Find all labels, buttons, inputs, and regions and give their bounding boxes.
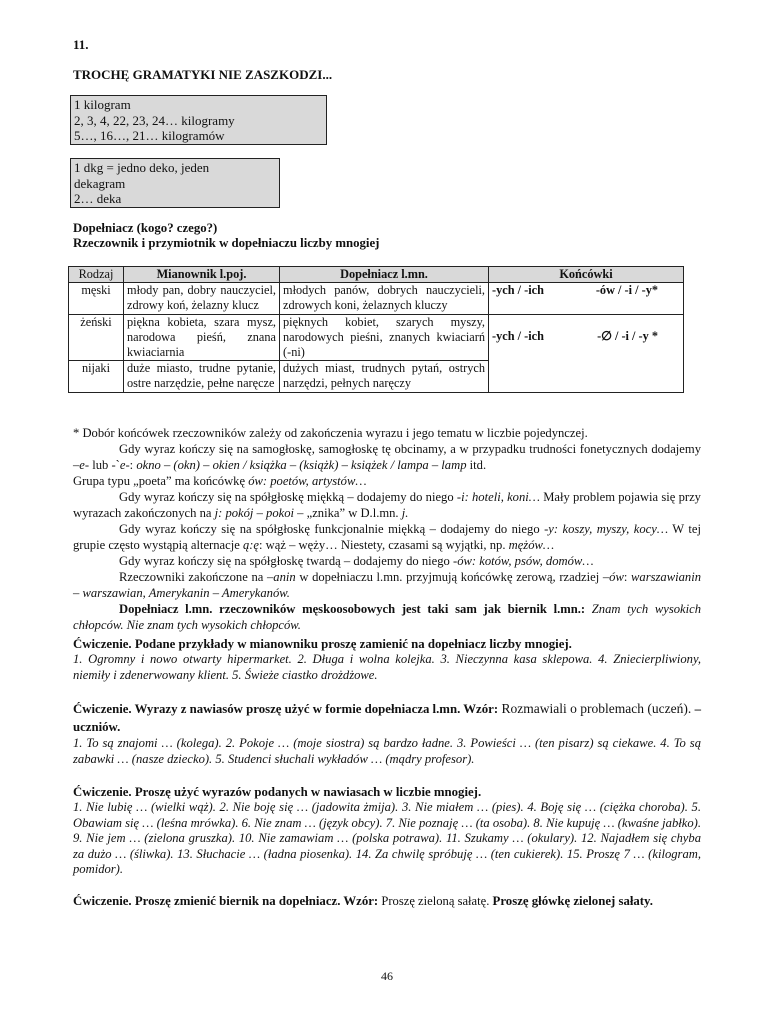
box-line: 1 dkg = jedno deko, jeden: [74, 160, 210, 175]
kilogram-box: [70, 95, 327, 145]
exercise-heading: Ćwiczenie. Proszę zmienić biernik na dopełniacz. Wzór: Proszę zieloną sałatę. Proszę główkę zielonej sałaty.: [73, 894, 653, 908]
adjective-ending: -ych / -ich: [492, 328, 544, 343]
note-paragraph: Gdy wyraz kończy się na spółgłoskę funkcjonalnie miękką – dodajemy do niego -y: koszy, myszy, kocy… W tej grupie często wystąpią alternacje ą:ę: wąż – węży… Niestety, czasami są wyjątki, np. mężów…: [73, 522, 701, 552]
gender-cell: nijaki: [69, 361, 124, 392]
exercise-3: [73, 785, 701, 878]
column-header: Mianownik l.poj.: [124, 267, 280, 283]
box-line: 5…, 16…, 21… kilogramów: [74, 128, 225, 143]
section-heading: Dopełniacz (kogo? czego?): [73, 221, 218, 235]
genitive-cell: dużych miast, trudnych pytań, ostrych narzędzi, pełnych naręczy: [280, 361, 489, 392]
genitive-table: [68, 266, 684, 393]
note-paragraph: Dopełniacz l.mn. rzeczowników męskoosobowych jest taki sam jak biernik l.mn.: Znam tych wysokich chłopców. Nie znam tych wysokich chłopców.: [73, 602, 702, 632]
section-subheading: Rzeczownik i przymiotnik w dopełniaczu liczby mnogiej: [73, 236, 380, 250]
nominative-cell: duże miasto, trudne pytanie, ostre narzędzie, pełne naręcze: [124, 361, 280, 392]
note-line: * Dobór końcówek rzeczowników zależy od zakończenia wyrazu i jego tematu w liczbie pojedynczej.: [73, 426, 588, 440]
exercise-body: 1. Nie lubię … (wielki wąż). 2. Nie boję się … (jadowita żmija). 3. Nie miałem … (pies). 4. Boję się … (ciężka choroba). 5. Obawiam się … (leśna mrówka). 6. Nie znam … (język obcy). 7. Nie poznaję … (ta osoba). 8. Nie kupuję … (kwaśne jabłko). 9. Nie jem … (zielona gruszka). 10. Nie zamawiam … (polska potrawa). 11. Szukamy … (okulary). 12. Najadłem się chyba za dużo … (śliwka). 13. Słuchacie … (ładna piosenka). 14. Za chwilę spróbuję … (ten cukierek). 15. Proszę 7 … (kilogram, pomidor).: [73, 800, 701, 876]
genitive-cell: młodych panów, dobrych nauczycieli, zdrowych koni, żelaznych kluczy: [280, 283, 489, 314]
table-row: [69, 314, 684, 361]
dekagram-box: [70, 158, 280, 208]
exercise-heading: Ćwiczenie. Wyrazy z nawiasów proszę użyć w formie dopełniacza l.mn. Wzór: Rozmawiali o problemach (uczeń). – uczniów.: [73, 701, 701, 734]
page-title: TROCHĘ GRAMATYKI NIE ZASZKODZI...: [73, 67, 333, 82]
nominative-cell: młody pan, dobry nauczyciel, zdrowy koń, żelazny klucz: [124, 283, 280, 314]
box-line: 2, 3, 4, 22, 23, 24… kilogramy: [74, 112, 235, 128]
column-header: Rodzaj: [69, 267, 124, 283]
note-paragraph: Gdy wyraz kończy się na spółgłoskę miękką – dodajemy do niego -i: hoteli, koni… Mały problem pojawia się przy wyrazach zakończonych na j: pokój – pokoi – „znika” w D.l.mn. j.: [73, 490, 701, 520]
note-paragraph: Rzeczowniki zakończone na –anin w dopełniaczu l.mn. przyjmują końcówkę zerową, rzadziej –ów: warszawianin – warszawian, Amerykanin – Amerykanów.: [73, 570, 701, 600]
exercise-heading: Ćwiczenie. Proszę użyć wyrazów podanych w nawiasach w liczbie mnogiej.: [73, 785, 482, 799]
genitive-cell: pięknych kobiet, szarych myszy, narodowych pieśni, znanych kwiaciarń (-ni): [280, 314, 489, 361]
box-line: 1 kilogram: [74, 97, 131, 112]
note-paragraph: Gdy wyraz kończy się na spółgłoskę twardą – dodajemy do niego -ów: kotów, psów, domów…: [119, 554, 594, 568]
adjective-ending: -ych / -ich: [492, 283, 544, 298]
column-header: Końcówki: [489, 267, 684, 283]
noun-ending: -∅ / -i / -y *: [597, 328, 658, 343]
exercise-1: [73, 637, 701, 683]
exercise-heading: Ćwiczenie. Podane przykłady w mianowniku proszę zamienić na dopełniacz liczby mnogiej.: [73, 637, 572, 651]
nominative-cell: piękna kobieta, szara mysz, narodowa pieśń, znana kwiaciarnia: [124, 314, 280, 361]
gender-cell: żeński: [69, 314, 124, 361]
gender-cell: męski: [69, 283, 124, 314]
endings-cell: [489, 314, 684, 392]
exercise-body: 1. To są znajomi … (kolega). 2. Pokoje … (moje siostra) są bardzo ładne. 3. Powieści … (ten pisarz) są ciekawe. 4. To są zabawki … (nasze dziecko). 5. Studenci słuchali wykładów … (mądry profesor).: [73, 736, 701, 766]
note-paragraph: Gdy wyraz kończy się na samogłoskę, samogłoskę tę obcinamy, a w przypadku trudności fonetycznych dodajemy –e- lub -`e-: okno – (okn) – okien / książka – (książk) – książek / lampa – lamp itd.: [73, 442, 701, 472]
page-label: 11.: [73, 37, 89, 52]
note-paragraph: Grupa typu „poeta” ma końcówkę ów: poetów, artystów…: [73, 474, 367, 488]
box-line: dekagram: [74, 175, 126, 191]
noun-ending: -ów / -i / -y*: [595, 283, 658, 298]
exercise-4: [73, 893, 701, 909]
grammar-notes: [73, 425, 701, 633]
column-header: Dopełniacz l.mn.: [280, 267, 489, 283]
exercise-body: 1. Ogromny i nowo otwarty hipermarket. 2. Długa i wolna kolejka. 3. Nieczynna kasa sklepowa. 4. Zniecierpliwiony, niemiły i zdenerwowany klient. 5. Świeże ciastko drożdżowe.: [73, 652, 701, 682]
box-line: 2… deka: [74, 191, 122, 206]
endings-cell: [489, 283, 684, 314]
exercise-2: [73, 700, 701, 767]
page-number: 46: [381, 969, 393, 983]
table-header-row: [69, 267, 684, 283]
table-row: [69, 283, 684, 314]
